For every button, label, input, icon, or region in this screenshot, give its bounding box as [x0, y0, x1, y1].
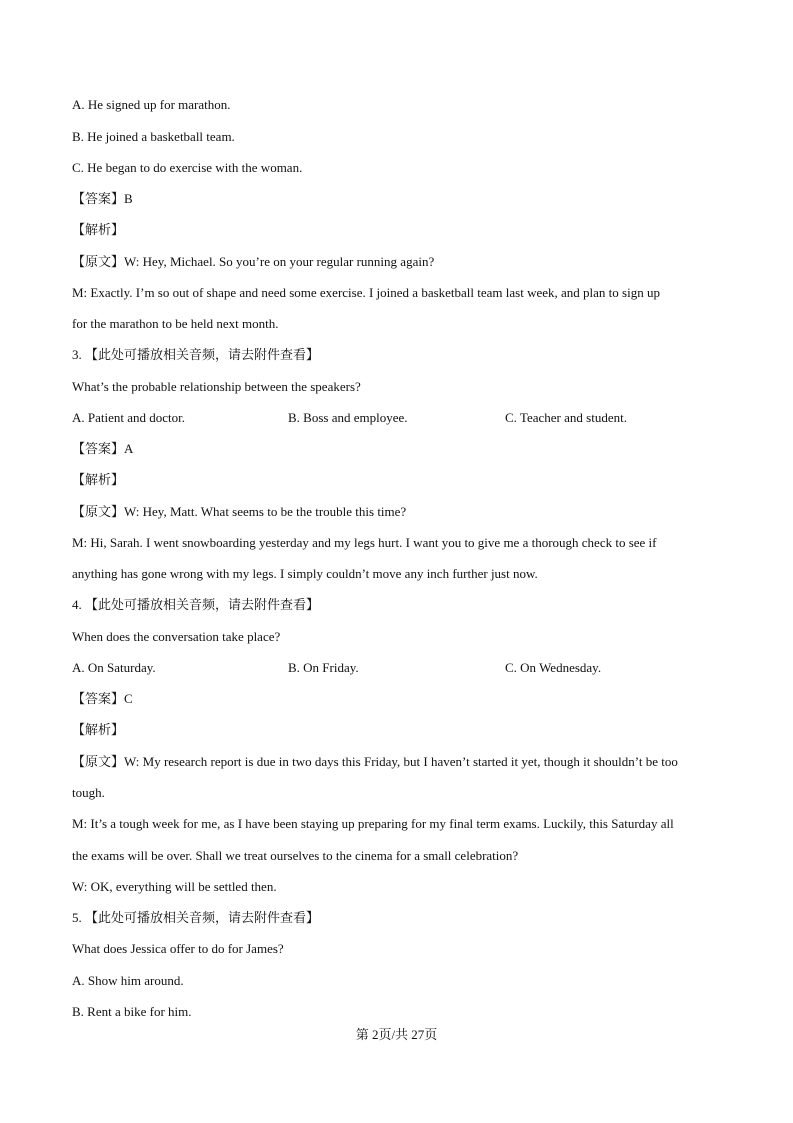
- q4-option-b: B. On Friday.: [288, 660, 359, 675]
- q2-analysis-label: 【解析】: [72, 222, 125, 237]
- q3-option-c: C. Teacher and student.: [505, 410, 627, 425]
- page-number-footer: 第 2页/共 27页: [355, 1027, 438, 1042]
- q4-answer: 【答案】C: [72, 691, 133, 706]
- q4-option-a: A. On Saturday.: [72, 660, 156, 675]
- q2-transcript-line: for the marathon to be held next month.: [72, 316, 279, 331]
- q4-transcript-line: 【原文】W: My research report is due in two days this Friday, but I haven’t started it yet, though it shouldn’t be too: [72, 754, 678, 769]
- q4-analysis-label: 【解析】: [72, 722, 125, 737]
- q3-heading: 3. 【此处可播放相关音频，请去附件查看】: [72, 347, 320, 362]
- q5-heading: 5. 【此处可播放相关音频，请去附件查看】: [72, 910, 320, 925]
- q4-question: When does the conversation take place?: [72, 629, 281, 644]
- q5-option-a: A. Show him around.: [72, 973, 184, 988]
- q5-question: What does Jessica offer to do for James?: [72, 941, 284, 956]
- q3-option-a: A. Patient and doctor.: [72, 410, 186, 425]
- q4-heading: 4. 【此处可播放相关音频，请去附件查看】: [72, 597, 320, 612]
- q2-answer: 【答案】B: [72, 191, 133, 206]
- q3-question: What’s the probable relationship between the speakers?: [72, 379, 361, 394]
- q4-transcript-line: W: OK, everything will be settled then.: [72, 879, 277, 894]
- q4-transcript-line: the exams will be over. Shall we treat ourselves to the cinema for a small celebration?: [72, 848, 519, 863]
- q4-transcript-line: tough.: [72, 785, 105, 800]
- q2-transcript-line: 【原文】W: Hey, Michael. So you’re on your regular running again?: [72, 254, 435, 269]
- q4-option-c: C. On Wednesday.: [505, 660, 602, 675]
- q2-option-c: C. He began to do exercise with the woman.: [72, 160, 303, 175]
- q3-transcript-line: M: Hi, Sarah. I went snowboarding yesterday and my legs hurt. I want you to give me a thorough check to see if: [72, 535, 657, 550]
- q2-transcript-line: M: Exactly. I’m so out of shape and need some exercise. I joined a basketball team last week, and plan to sign up: [72, 285, 660, 300]
- q3-transcript-line: anything has gone wrong with my legs. I simply couldn’t move any inch further just now.: [72, 566, 538, 581]
- q2-option-a: A. He signed up for marathon.: [72, 97, 231, 112]
- q3-answer: 【答案】A: [72, 441, 134, 456]
- q5-option-b: B. Rent a bike for him.: [72, 1004, 192, 1019]
- q3-analysis-label: 【解析】: [72, 472, 125, 487]
- q4-transcript-line: M: It’s a tough week for me, as I have been staying up preparing for my final term exams. Luckily, this Saturday all: [72, 816, 674, 831]
- q2-option-b: B. He joined a basketball team.: [72, 129, 235, 144]
- q3-option-b: B. Boss and employee.: [288, 410, 408, 425]
- q3-transcript-line: 【原文】W: Hey, Matt. What seems to be the trouble this time?: [72, 504, 407, 519]
